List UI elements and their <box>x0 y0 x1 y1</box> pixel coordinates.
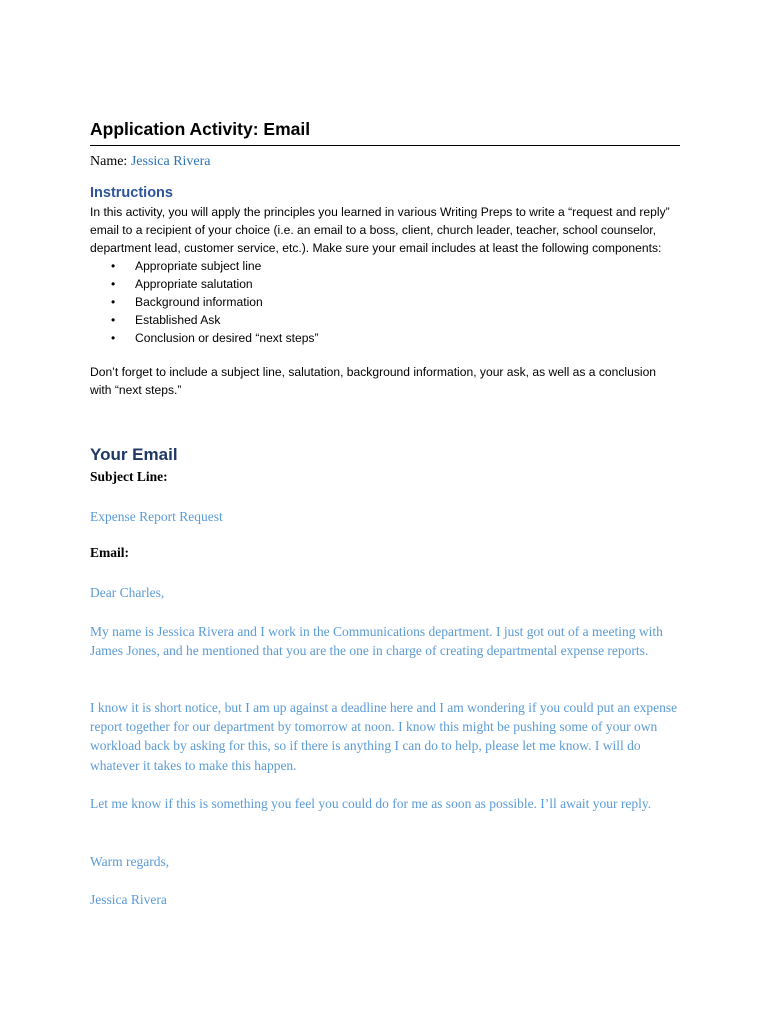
list-item <box>90 329 680 347</box>
bullet-icon: • <box>111 277 116 292</box>
bullet-icon: • <box>111 295 116 310</box>
name-label: Name: <box>90 154 128 169</box>
list-item-text: Conclusion or desired “next steps” <box>135 331 319 346</box>
name-value: Jessica Rivera <box>130 154 211 169</box>
list-item <box>90 311 680 329</box>
components-list <box>90 257 680 347</box>
list-item <box>90 257 680 275</box>
bullet-icon: • <box>111 331 116 346</box>
list-item-text: Appropriate salutation <box>135 277 253 292</box>
name-line <box>90 154 211 170</box>
instructions-heading: Instructions <box>90 185 173 201</box>
title-underline <box>90 145 680 146</box>
email-paragraph-1: My name is Jessica Rivera and I work in the Communications department. I just got out of a meeting with James Jones, and he mentioned that you are the one in charge of creating departmental expense reports. <box>90 624 663 659</box>
email-closing: Warm regards, <box>90 854 170 869</box>
subject-line-value: Expense Report Request <box>90 509 223 524</box>
email-paragraph-2: I know it is short notice, but I am up against a deadline here and I am wondering if you could put an expense report together for our department by tomorrow at noon. I know this might be pushing some of your own workload back by asking for this, so if there is anything I can do to help, please let me know. I will do whatever it takes to make this happen. <box>90 700 678 773</box>
instructions-body <box>90 204 680 400</box>
email-greeting: Dear Charles, <box>90 585 165 600</box>
reminder-text: Don’t forget to include a subject line, salutation, background information, your ask, as well as a conclusion with “next steps.” <box>90 365 657 398</box>
document-title: Application Activity: Email <box>90 119 311 139</box>
email-signature: Jessica Rivera <box>90 892 167 907</box>
your-email-heading: Your Email <box>90 445 178 464</box>
email-paragraph-3: Let me know if this is something you feel you could do for me as soon as possible. I’ll await your reply. <box>90 796 652 811</box>
subject-line-label: Subject Line: <box>90 469 168 484</box>
list-item-text: Appropriate subject line <box>135 259 262 274</box>
list-item-text: Established Ask <box>135 313 221 328</box>
list-item-text: Background information <box>135 295 263 310</box>
email-label: Email: <box>90 545 129 560</box>
list-item <box>90 293 680 311</box>
instructions-text: In this activity, you will apply the principles you learned in various Writing Preps to write a “request and reply” email to a recipient of your choice (i.e. an email to a boss, client, church leader, teacher, school counselor, department lead, customer service, etc.). Make sure your email includes at least the following components: <box>90 205 670 255</box>
list-item <box>90 275 680 293</box>
bullet-icon: • <box>111 259 116 274</box>
bullet-icon: • <box>111 313 116 328</box>
document-page <box>90 0 680 1024</box>
